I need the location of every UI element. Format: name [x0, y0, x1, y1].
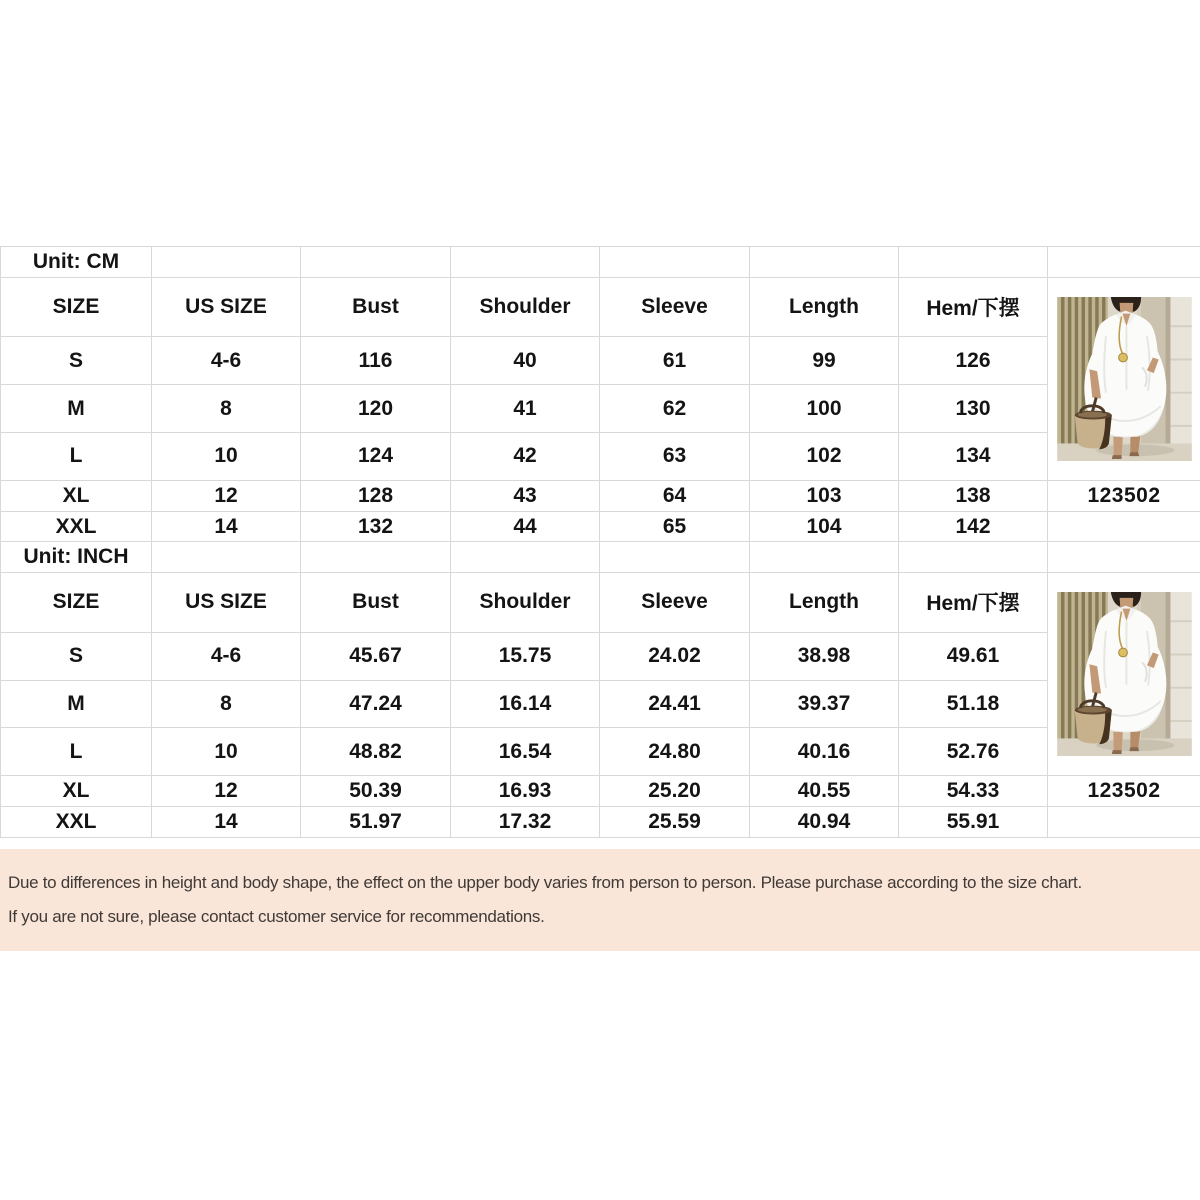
table-row — [1, 480, 1200, 511]
empty-cell — [152, 247, 301, 278]
table-row — [1, 432, 1200, 480]
table-row — [1, 542, 1200, 573]
size-cell: 61 — [600, 337, 750, 385]
size-cell: 63 — [600, 432, 750, 480]
size-cell: 103 — [750, 480, 899, 511]
fit-note — [0, 849, 1200, 951]
size-cell: 24.41 — [600, 680, 750, 728]
table-row — [1, 277, 1200, 336]
size-cell: 24.02 — [600, 632, 750, 680]
empty-cell — [1048, 247, 1200, 278]
table-row — [1, 632, 1200, 680]
product-photo — [1056, 297, 1193, 461]
empty-cell — [451, 542, 600, 573]
empty-cell — [899, 542, 1048, 573]
empty-cell — [1048, 542, 1200, 573]
table-row — [1, 511, 1200, 542]
size-cell: 138 — [899, 480, 1048, 511]
size-cell: 99 — [750, 337, 899, 385]
size-cell: 116 — [301, 337, 451, 385]
table-row — [1, 337, 1200, 385]
size-cell: 12 — [152, 480, 301, 511]
empty-cell — [152, 542, 301, 573]
size-cell: 41 — [451, 385, 600, 433]
table-row — [1, 807, 1200, 838]
size-cell: L — [1, 728, 152, 776]
column-header: Bust — [301, 277, 451, 336]
product-code: 123502 — [1048, 776, 1200, 807]
product-photo-cell — [1048, 277, 1200, 480]
size-cell: 12 — [152, 776, 301, 807]
size-cell: 43 — [451, 480, 600, 511]
size-cell: 24.80 — [600, 728, 750, 776]
size-cell: 142 — [899, 511, 1048, 542]
size-cell: 65 — [600, 511, 750, 542]
size-cell: 102 — [750, 432, 899, 480]
size-cell: 128 — [301, 480, 451, 511]
size-cell: 54.33 — [899, 776, 1048, 807]
table-row — [1, 776, 1200, 807]
size-cell: 10 — [152, 728, 301, 776]
product-photo-cell — [1048, 573, 1200, 776]
size-cell: 40.16 — [750, 728, 899, 776]
size-cell: 48.82 — [301, 728, 451, 776]
size-cell: 39.37 — [750, 680, 899, 728]
product-photo — [1056, 592, 1193, 756]
column-header: Length — [750, 573, 899, 632]
size-cell: 4-6 — [152, 337, 301, 385]
empty-cell — [451, 247, 600, 278]
size-cell: 14 — [152, 807, 301, 838]
size-cell: 134 — [899, 432, 1048, 480]
size-cell: 14 — [152, 511, 301, 542]
empty-cell — [899, 247, 1048, 278]
note-line-1: Due to differences in height and body shape, the effect on the upper body varies from person to person. Please purchase according to the size chart. — [8, 873, 1082, 892]
size-cell: 62 — [600, 385, 750, 433]
note-line-2: If you are not sure, please contact customer service for recommendations. — [8, 907, 545, 926]
column-header: US SIZE — [152, 573, 301, 632]
column-header: SIZE — [1, 277, 152, 336]
size-cell: 38.98 — [750, 632, 899, 680]
empty-cell — [600, 542, 750, 573]
size-cell: 8 — [152, 385, 301, 433]
size-cell: 25.20 — [600, 776, 750, 807]
size-cell: 47.24 — [301, 680, 451, 728]
column-header: Sleeve — [600, 573, 750, 632]
size-cell: 52.76 — [899, 728, 1048, 776]
size-cell: M — [1, 680, 152, 728]
column-header: Sleeve — [600, 277, 750, 336]
size-cell: XL — [1, 480, 152, 511]
column-header: Hem/下摆 — [899, 573, 1048, 632]
empty-cell — [301, 247, 451, 278]
size-cell: XXL — [1, 511, 152, 542]
size-cell: 15.75 — [451, 632, 600, 680]
column-header: Shoulder — [451, 573, 600, 632]
size-cell: 40 — [451, 337, 600, 385]
empty-cell — [600, 247, 750, 278]
size-cell: 124 — [301, 432, 451, 480]
size-cell: 25.59 — [600, 807, 750, 838]
size-cell: 132 — [301, 511, 451, 542]
size-cell: 42 — [451, 432, 600, 480]
column-header: US SIZE — [152, 277, 301, 336]
empty-cell — [1048, 511, 1200, 542]
column-header: Hem/下摆 — [899, 277, 1048, 336]
size-cell: 8 — [152, 680, 301, 728]
size-cell: 126 — [899, 337, 1048, 385]
size-cell: XL — [1, 776, 152, 807]
size-cell: L — [1, 432, 152, 480]
product-code: 123502 — [1048, 480, 1200, 511]
empty-cell — [750, 247, 899, 278]
size-cell: 17.32 — [451, 807, 600, 838]
column-header: Shoulder — [451, 277, 600, 336]
size-table — [0, 246, 1200, 838]
size-cell: 16.93 — [451, 776, 600, 807]
size-cell: 51.97 — [301, 807, 451, 838]
table-row — [1, 573, 1200, 632]
unit-label-cm: Unit: CM — [1, 247, 152, 278]
column-header: Length — [750, 277, 899, 336]
column-header: SIZE — [1, 573, 152, 632]
size-cell: S — [1, 632, 152, 680]
size-cell: 40.94 — [750, 807, 899, 838]
size-cell: 104 — [750, 511, 899, 542]
size-cell: M — [1, 385, 152, 433]
size-cell: 16.14 — [451, 680, 600, 728]
empty-cell — [750, 542, 899, 573]
size-cell: 45.67 — [301, 632, 451, 680]
size-cell: 10 — [152, 432, 301, 480]
size-cell: XXL — [1, 807, 152, 838]
size-cell: 40.55 — [750, 776, 899, 807]
size-cell: S — [1, 337, 152, 385]
size-cell: 44 — [451, 511, 600, 542]
size-cell: 51.18 — [899, 680, 1048, 728]
size-cell: 16.54 — [451, 728, 600, 776]
table-row — [1, 385, 1200, 433]
table-row — [1, 680, 1200, 728]
size-cell: 49.61 — [899, 632, 1048, 680]
size-cell: 120 — [301, 385, 451, 433]
size-cell: 100 — [750, 385, 899, 433]
table-row — [1, 247, 1200, 278]
table-row — [1, 728, 1200, 776]
empty-cell — [301, 542, 451, 573]
unit-label-inch: Unit: INCH — [1, 542, 152, 573]
size-cell: 55.91 — [899, 807, 1048, 838]
size-cell: 64 — [600, 480, 750, 511]
column-header: Bust — [301, 573, 451, 632]
empty-cell — [1048, 807, 1200, 838]
size-cell: 50.39 — [301, 776, 451, 807]
size-cell: 4-6 — [152, 632, 301, 680]
size-cell: 130 — [899, 385, 1048, 433]
